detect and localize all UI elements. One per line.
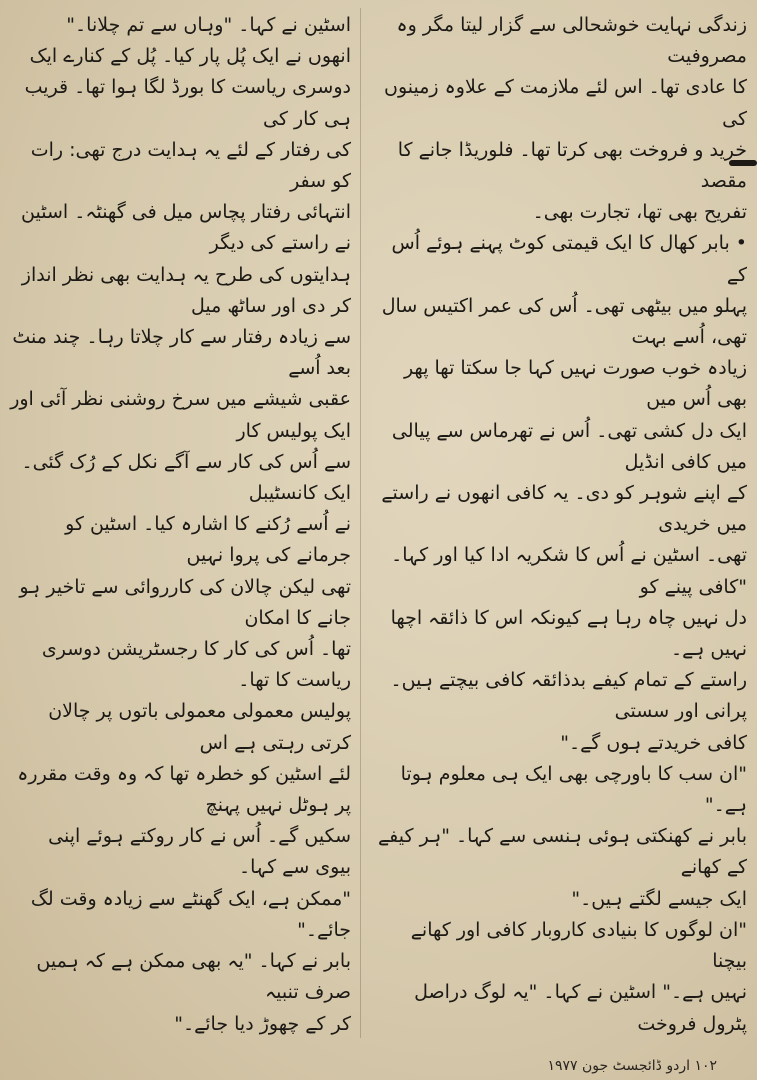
text-line: • بابر کھال کا ایک قیمتی کوٹ پہنے ہوئے اُس کے	[391, 232, 747, 286]
text-line: ایک جیسے لگتے ہیں۔"	[571, 887, 747, 910]
text-line: کے اپنے شوہر کو دی۔ یہ کافی انھوں نے راستے میں خریدی	[381, 482, 747, 536]
text-line: انھوں نے ایک پُل پار کیا۔ پُل کے کنارے ایک	[29, 45, 351, 68]
text-line: عقبی شیشے میں سرخ روشنی نظر آئی اور ایک پولیس کار	[10, 388, 351, 442]
text-line: ہدایتوں کی طرح یہ ہدایت بھی نظر انداز کر دی اور ساٹھ میل	[21, 263, 351, 317]
text-line: تھی لیکن چالان کی کارروائی سے تاخیر ہو جانے کا امکان	[19, 575, 351, 629]
text-line: تھا۔ اُس کی کار کا رجسٹریشن دوسری ریاست کا تھا۔	[41, 638, 351, 692]
right-column	[373, 10, 747, 1040]
text-line: کر کے چھوڑ دیا جائے۔"	[174, 1012, 351, 1035]
text-line: کافی خریدتے ہوں گے۔"	[560, 731, 747, 754]
text-line: بابر نے کھنکتی ہوئی ہنسی سے کہا۔ "ہر کیفے کے کھانے	[378, 825, 747, 879]
text-line: خرید و فروخت بھی کرتا تھا۔ فلوریڈا جانے کا مقصد	[397, 138, 747, 193]
text-line: بابر نے کہا۔ "یہ بھی ممکن ہے کہ ہمیں صرف تنبیہ	[36, 950, 351, 1004]
text-line: اسٹین نے کہا۔ "وہاں سے تم چلانا۔"	[66, 14, 351, 36]
text-line: پولیس معمولی معمولی باتوں پر چالان کرتی رہتی ہے اس	[48, 700, 351, 754]
text-line: نے اُسے رُکنے کا اشارہ کیا۔ اسٹین کو جرمانے کی پروا نہیں	[65, 513, 351, 567]
text-line: دوسری ریاست کا بورڈ لگا ہوا تھا۔ قریب ہی کار کی	[24, 76, 351, 130]
text-line: "ان لوگوں کا بنیادی کاروبار کافی اور کھانے بیچنا	[410, 918, 747, 973]
page-footer: ۱۰۲ اردو ڈائجسٹ جون ۱۹۷۷	[547, 1058, 717, 1074]
text-line: "ان سب کا باورچی بھی ایک ہی معلوم ہوتا ہے۔"	[400, 762, 747, 817]
text-line: انتہائی رفتار پچاس میل فی گھنٹہ۔ اسٹین نے راستے کی دیگر	[21, 201, 351, 255]
text-line: زندگی نہایت خوشحالی سے گزار لیتا مگر وہ مصروفیت	[396, 14, 747, 68]
text-line: "ممکن ہے، ایک گھنٹے سے زیادہ وقت لگ جائے۔"	[30, 887, 351, 941]
text-line: ایک دل کشی تھی۔ اُس نے تھرماس سے پیالی میں کافی انڈیل	[391, 419, 747, 473]
text-line: تفریح بھی تھا، تجارت بھی۔	[532, 201, 747, 224]
text-line: دل نہیں چاہ رہا ہے کیونکہ اس کا ذائقہ اچھا نہیں ہے۔	[390, 606, 747, 661]
text-line: نہیں ہے۔" اسٹین نے کہا۔ "یہ لوگ دراصل پٹرول فروخت	[414, 981, 747, 1035]
text-line: راستے کے تمام کیفے بدذائقہ کافی بیچتے ہیں۔ پرانی اور سستی	[390, 669, 747, 723]
text-line: سے زیادہ رفتار سے کار چلاتا رہا۔ چند منٹ بعد اُسے	[12, 326, 351, 380]
column-divider	[360, 8, 361, 1038]
text-line: تھی۔ اسٹین نے اُس کا شکریہ ادا کیا اور کہا۔ "کافی پینے کو	[391, 544, 747, 598]
text-line: پہلو میں بیٹھی تھی۔ اُس کی عمر اکتیس سال تھی، اُسے بہت	[381, 294, 747, 349]
text-line: زیادہ خوب صورت نہیں کہا جا سکتا تھا پھر بھی اُس میں	[403, 357, 747, 411]
text-line: کا عادی تھا۔ اس لئے ملازمت کے علاوہ زمینوں کی	[384, 76, 747, 130]
left-column	[8, 10, 351, 1040]
text-line: کی رفتار کے لئے یہ ہدایت درج تھی: رات کو سفر	[30, 138, 351, 193]
text-line: لئے اسٹین کو خطرہ تھا کہ وہ وقت مقررہ پر ہوٹل نہیں پہنچ	[17, 762, 351, 817]
text-line: سے اُس کی کار سے آگے نکل کے رُک گئی۔ ایک کانسٹیبل	[21, 450, 351, 505]
text-line: سکیں گے۔ اُس نے کار روکتے ہوئے اپنی بیوی سے کہا۔	[48, 825, 351, 879]
